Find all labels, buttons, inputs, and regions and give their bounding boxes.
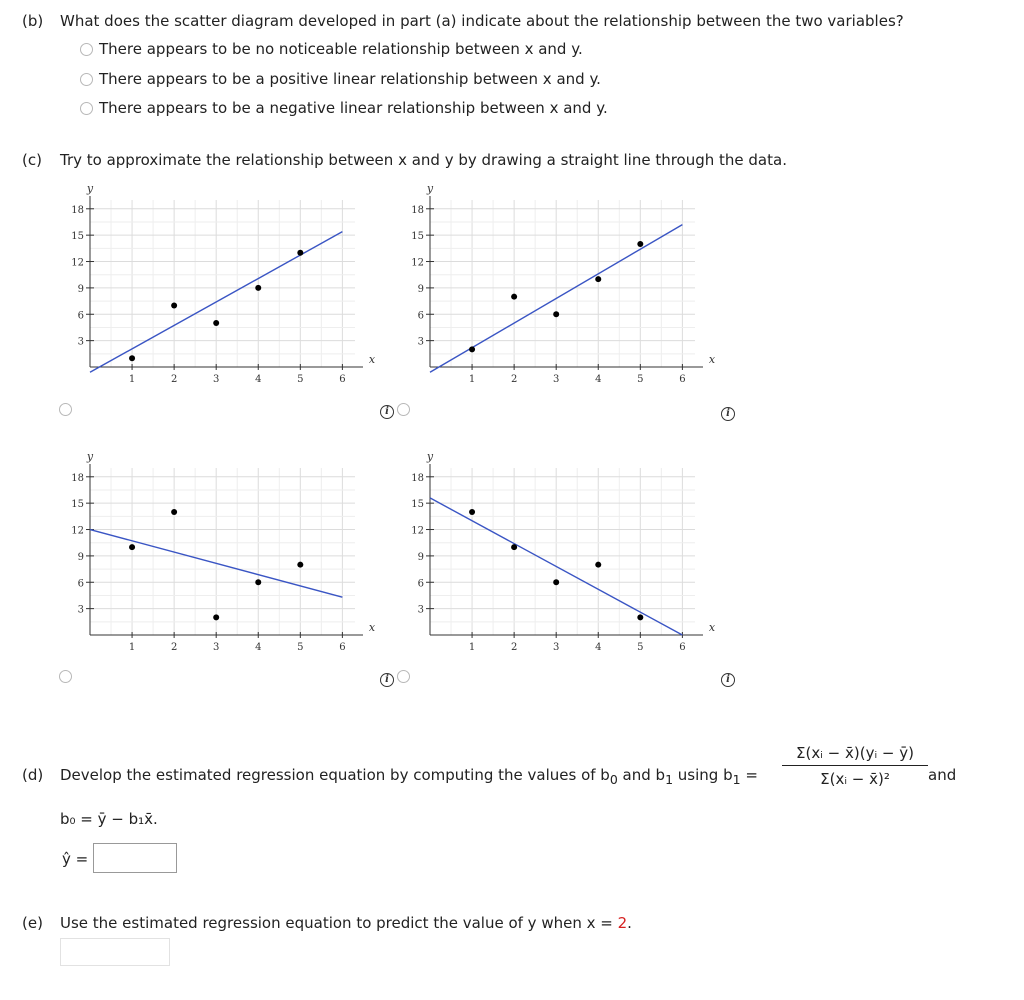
y-tick-label: 9: [417, 551, 424, 563]
radio-button[interactable]: [80, 73, 93, 86]
x-tick-label: 4: [595, 642, 602, 653]
y-tick-label: 9: [77, 283, 84, 295]
info-icon[interactable]: i: [721, 407, 735, 421]
y-tick-label: 9: [77, 551, 84, 563]
part-d-text: Develop the estimated regression equation by computing the values of b: [60, 766, 610, 784]
part-c-label: (c): [22, 151, 42, 169]
part-d-and: and b: [617, 766, 666, 784]
part-d-eq: =: [740, 766, 758, 784]
y-tick-label: 18: [71, 472, 84, 484]
part-c-question: Try to approximate the relationship between x and y by drawing a straight line through the data.: [60, 151, 787, 169]
data-point: [595, 276, 601, 282]
data-point: [129, 355, 135, 361]
y-axis-label: y: [86, 182, 94, 195]
x-tick-label: 3: [213, 642, 220, 653]
y-tick-label: 9: [417, 283, 424, 295]
option-negative-relationship[interactable]: [80, 99, 608, 117]
y-tick-label: 6: [77, 578, 84, 590]
part-b-question: What does the scatter diagram developed in part (a) indicate about the relationship between the two variables?: [60, 12, 904, 30]
x-tick-label: 3: [213, 374, 220, 385]
x-tick-label: 6: [339, 642, 346, 653]
data-point: [171, 302, 177, 308]
x-tick-label: 5: [637, 642, 644, 653]
info-icon[interactable]: i: [380, 405, 394, 419]
part-e-text: Use the estimated regression equation to predict the value of y when x =: [60, 914, 618, 932]
y-tick-label: 18: [411, 472, 424, 484]
x-tick-label: 4: [255, 642, 262, 653]
option-label: There appears to be a positive linear relationship between x and y.: [99, 70, 601, 88]
x-tick-label: 2: [170, 642, 178, 653]
yhat-input[interactable]: [93, 843, 177, 873]
x-axis-label: x: [368, 353, 376, 366]
y-tick-label: 18: [71, 204, 84, 216]
data-point: [255, 285, 261, 291]
part-d-label: (d): [22, 766, 44, 784]
x-tick-label: 6: [679, 642, 686, 653]
graph-4: [400, 448, 720, 663]
x-tick-label: 4: [595, 374, 602, 385]
option-label: There appears to be a negative linear relationship between x and y.: [99, 99, 608, 117]
part-e-period: .: [627, 914, 632, 932]
info-icon[interactable]: i: [380, 673, 394, 687]
subscript: 0: [609, 772, 618, 787]
y-tick-label: 15: [411, 231, 424, 243]
y-tick-label: 6: [417, 310, 424, 322]
y-tick-label: 12: [411, 525, 424, 537]
fraction-denominator: Σ(xᵢ − x̄)²: [782, 765, 928, 788]
x-tick-label: 3: [553, 374, 560, 385]
x-tick-label: 1: [468, 642, 476, 653]
part-d-question: [60, 766, 758, 787]
y-tick-label: 15: [71, 499, 84, 511]
yhat-label: ŷ =: [62, 850, 89, 868]
data-point: [297, 250, 303, 256]
data-point: [213, 320, 219, 326]
x-tick-label: 6: [679, 374, 686, 385]
x-tick-label: 2: [510, 642, 518, 653]
data-point: [553, 579, 559, 585]
option-no-relationship[interactable]: [80, 40, 583, 58]
graph-1-radio[interactable]: [59, 403, 72, 416]
x-tick-label: 4: [255, 374, 262, 385]
graph-4-radio[interactable]: [397, 670, 410, 683]
y-tick-label: 3: [77, 336, 84, 348]
part-e-label: (e): [22, 914, 43, 932]
data-point: [297, 562, 303, 568]
x-axis-label: x: [368, 621, 376, 634]
option-label: There appears to be no noticeable relationship between x and y.: [99, 40, 583, 58]
b1-formula-fraction: [782, 744, 928, 788]
x-tick-label: 2: [510, 374, 518, 385]
prediction-input[interactable]: [60, 938, 170, 966]
data-point: [255, 579, 261, 585]
y-tick-label: 3: [417, 604, 424, 616]
y-axis-label: y: [86, 450, 94, 463]
data-point: [511, 544, 517, 550]
y-tick-label: 6: [417, 578, 424, 590]
info-icon[interactable]: i: [721, 673, 735, 687]
x-axis-label: x: [708, 621, 716, 634]
x-tick-label: 1: [468, 374, 476, 385]
x-tick-label: 1: [128, 374, 136, 385]
x-tick-label: 5: [297, 374, 304, 385]
x-tick-label: 3: [553, 642, 560, 653]
data-point: [469, 509, 475, 515]
part-e-question: [60, 914, 632, 932]
y-tick-label: 3: [77, 604, 84, 616]
subscript: 1: [732, 772, 741, 787]
y-tick-label: 15: [71, 231, 84, 243]
graph-1: [60, 180, 380, 395]
data-point: [129, 544, 135, 550]
x-axis-label: x: [708, 353, 716, 366]
part-d-using: using b: [673, 766, 733, 784]
data-point: [637, 241, 643, 247]
x-tick-label: 6: [339, 374, 346, 385]
data-point: [553, 311, 559, 317]
subscript: 1: [665, 772, 674, 787]
y-tick-label: 3: [417, 336, 424, 348]
data-point: [171, 509, 177, 515]
y-tick-label: 18: [411, 204, 424, 216]
y-tick-label: 12: [71, 257, 84, 269]
b0-formula: b₀ = ȳ − b₁x̄.: [60, 810, 158, 828]
y-tick-label: 15: [411, 499, 424, 511]
y-axis-label: y: [426, 182, 434, 195]
part-b-label: (b): [22, 12, 44, 30]
data-point: [637, 614, 643, 620]
part-d-and-text: and: [928, 766, 957, 784]
y-tick-label: 12: [71, 525, 84, 537]
graph-2-radio[interactable]: [397, 403, 410, 416]
data-point: [595, 562, 601, 568]
data-point: [469, 346, 475, 352]
x-tick-label: 5: [297, 642, 304, 653]
x-tick-label: 2: [170, 374, 178, 385]
y-tick-label: 12: [411, 257, 424, 269]
x-tick-label: 1: [128, 642, 136, 653]
radio-button[interactable]: [80, 102, 93, 115]
graph-2: [400, 180, 720, 395]
radio-button[interactable]: [80, 43, 93, 56]
y-axis-label: y: [426, 450, 434, 463]
graph-3-radio[interactable]: [59, 670, 72, 683]
x-value: 2: [617, 914, 628, 932]
y-tick-label: 6: [77, 310, 84, 322]
x-tick-label: 5: [637, 374, 644, 385]
fraction-numerator: Σ(xᵢ − x̄)(yᵢ − ȳ): [796, 744, 914, 762]
option-positive-relationship[interactable]: [80, 70, 601, 88]
graph-3: [60, 448, 380, 663]
data-point: [511, 294, 517, 300]
data-point: [213, 614, 219, 620]
